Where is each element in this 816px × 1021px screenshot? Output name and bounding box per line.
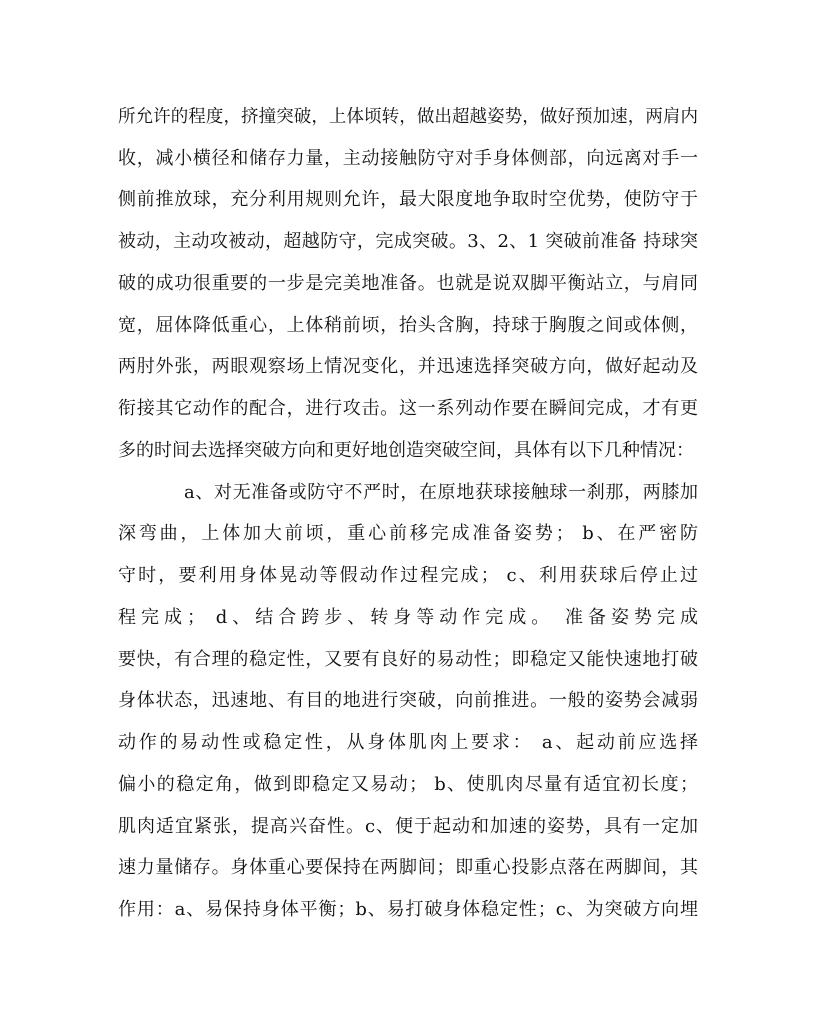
text-line: 两肘外张，两眼观察场上情况变化，并迅速选择突破方向，做好起动及: [118, 356, 698, 377]
text-line: 速力量储存。身体重心要保持在两脚间；即重心投影点落在两脚间，其: [118, 857, 698, 878]
text-line: 守时，要利用身体晃动等假动作过程完成； c、利用获球后停止过: [118, 565, 698, 586]
text-line: 收，减小横径和储存力量，主动接触防守对手身体侧部，向远离对手一: [118, 148, 698, 169]
text-line: 侧前推放球，充分利用规则允许，最大限度地争取时空优势，使防守于: [118, 189, 698, 210]
text-line: 深弯曲，上体加大前顷，重心前移完成准备姿势； b、在严密防: [118, 523, 698, 544]
text-line: 多的时间去选择突破方向和更好地创造突破空间，具体有以下几种情况：: [118, 440, 694, 461]
text-line: 破的成功很重要的一步是完美地准备。也就是说双脚平衡站立，与肩同: [118, 273, 698, 294]
text-line: 偏小的稳定角，做到即稳定又易动； b、使肌肉尽量有适宜初长度；: [118, 774, 698, 795]
text-line: 被动，主动攻被动，超越防守，完成突破。3、2、1 突破前准备 持球突: [118, 231, 698, 252]
text-line: 身体状态，迅速地、有目的地进行突破，向前推进。一般的姿势会减弱: [118, 690, 698, 711]
text-line: 所允许的程度，挤撞突破，上体顷转，做出超越姿势，做好预加速，两肩内: [118, 107, 698, 127]
text-line: 肌肉适宜紧张，提高兴奋性。c、便于起动和加速的姿势，具有一定加: [118, 816, 698, 837]
text-line: 衔接其它动作的配合，进行攻击。这一系列动作要在瞬间完成，才有更: [118, 398, 698, 419]
text-line: 作用：a、易保持身体平衡；b、易打破身体稳定性；c、为突破方向埋: [118, 899, 698, 920]
text-line: 要快，有合理的稳定性，又要有良好的易动性；即稳定又能快速地打破: [118, 649, 698, 670]
text-line: 宽，屈体降低重心，上体稍前顷，抬头含胸，持球于胸腹之间或体侧，: [118, 315, 698, 336]
text-line: 动作的易动性或稳定性，从身体肌肉上要求： a、起动前应选择: [118, 732, 698, 753]
text-line: 程完成； d、结合跨步、转身等动作完成。 准备姿势完成: [118, 607, 698, 628]
text-line: a、对无准备或防守不严时，在原地获球接触球一刹那，两膝加: [184, 482, 698, 503]
